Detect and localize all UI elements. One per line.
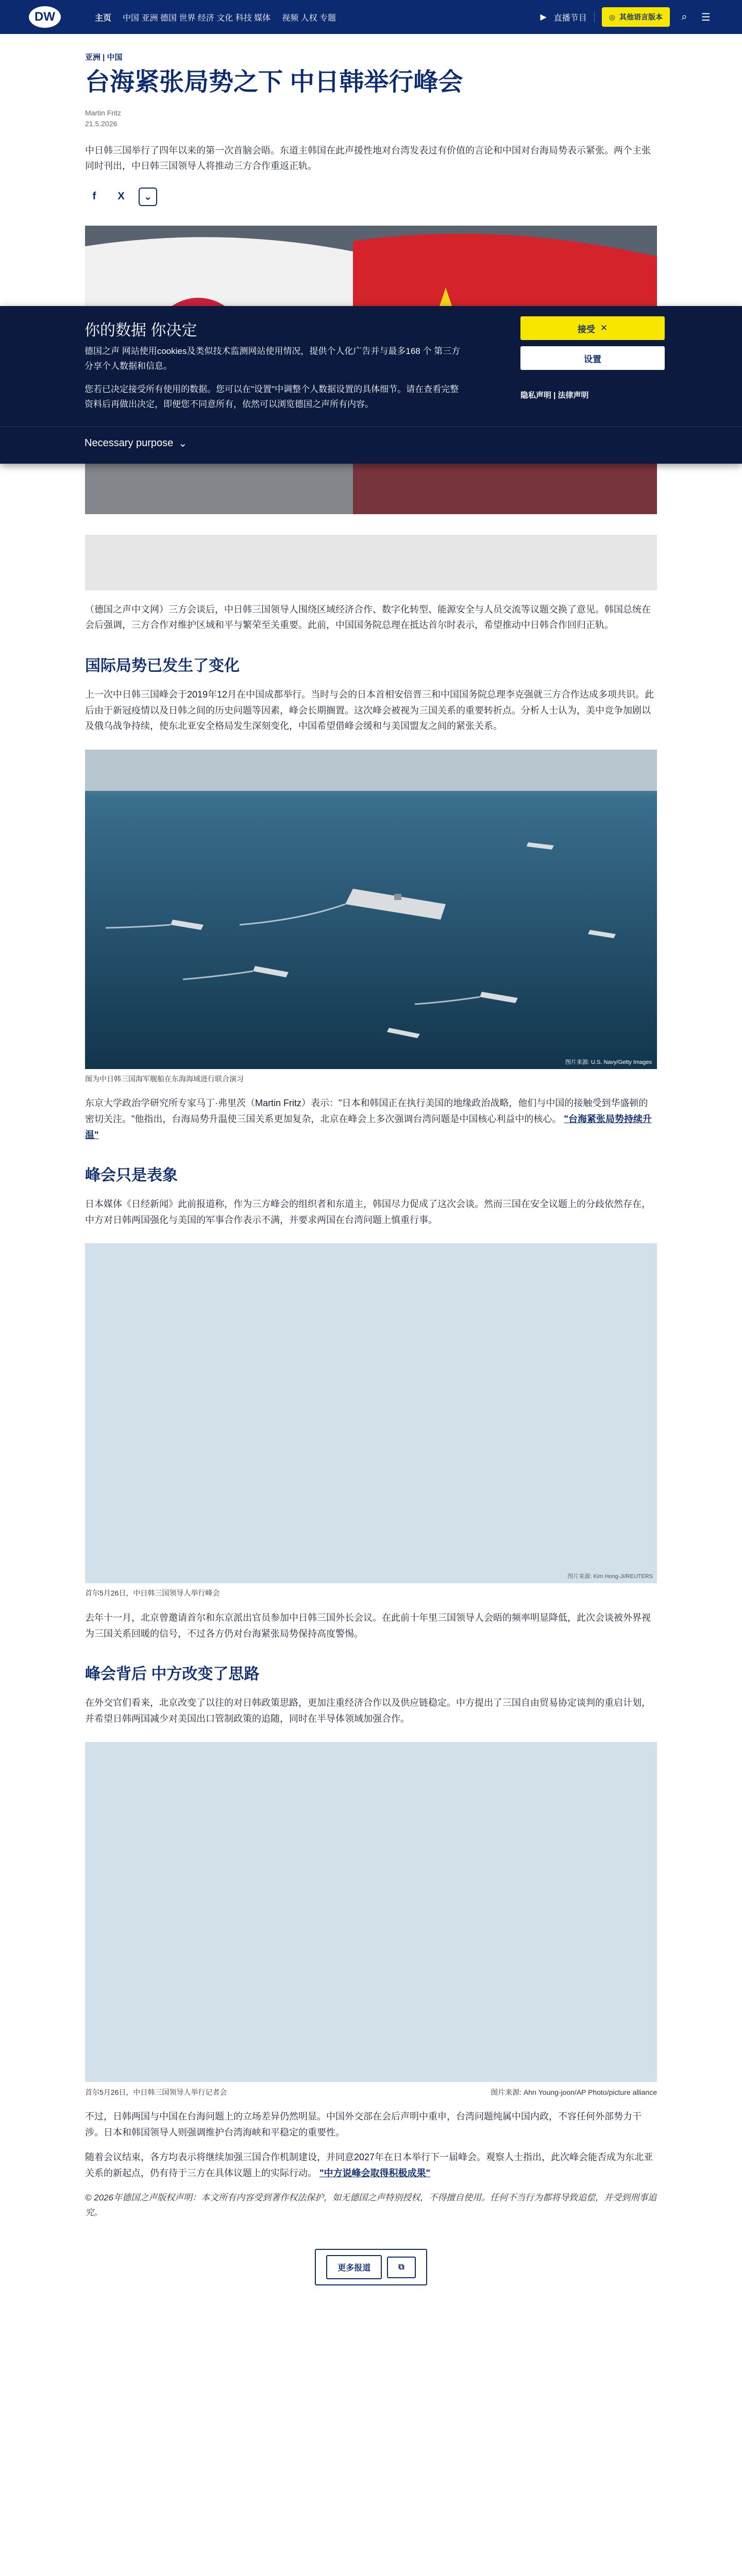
author[interactable]: Martin Fritz <box>85 108 121 117</box>
figure-press <box>85 1742 657 2097</box>
article-lead: 中日韩三国举行了四年以来的第一次首脑会晤。东道主韩国在此声援性地对台湾发表过有价值的言论和中国对台海局势表示紧张。两个主张同时刊出，中日韩三国领导人将推动三方合作重返正轨。 <box>85 145 651 172</box>
necessary-purpose-toggle[interactable]: Necessary purpose ⌄ <box>85 437 188 449</box>
menu-icon[interactable]: ☰ <box>701 11 711 23</box>
facebook-icon[interactable]: f <box>92 191 96 202</box>
subheading: 峰会只是表象 <box>85 1167 178 1184</box>
language-button[interactable]: ◎ 其他语言版本 <box>602 7 670 27</box>
cookie-consent-banner <box>0 306 742 464</box>
search-icon[interactable]: ⌕ <box>681 11 687 23</box>
paragraph: 东京大学政治学研究所专家马丁·弗里茨（Martin Fritz）表示："日本和韩国正在执行美国的地缘政治战略，他们与中国的接触受到华盛顿的密切关注。"他指出，台海局势升温使三国关系更加复杂，北京在峰会上多次强调台湾问题是中国核心利益中的核心。 "台海紧张局势持续升温" <box>85 1098 652 1140</box>
chevron-down-icon: ⌄ <box>178 438 188 449</box>
live-link[interactable]: 直播节目 <box>553 13 587 23</box>
figure-caption: 图为中日韩三国海军舰船在东海海域进行联合演习 <box>85 1074 244 1083</box>
article-meta <box>85 108 657 129</box>
inline-link[interactable]: "台海紧张局势持续升温" <box>85 1113 652 1140</box>
paragraph: 上一次中日韩三国峰会于2019年12月在中国成都举行。当时与会的日本首相安倍晋三和中国国务院总理李克强就三方合作达成多项共识。此后由于新冠疫情以及日韩之间的历史问题等因素，峰会长期搁置。这次峰会被视为三国关系的重要转折点。分析人士认为，美中竞争加剧以及俄乌战争持续，使东北亚安全格局发生深刻变化，中国希望借峰会缓和与美国盟友之间的紧张关系。 <box>85 689 654 732</box>
copyright-note: © 2026年德国之声版权声明：本文所有内容受到著作权法保护，如无德国之声特别授权，不得擅自使用。任何不当行为都将导致追偿，并受到刑事追究。 <box>85 2192 657 2217</box>
paragraph: 日本媒体《日经新闻》此前报道称，作为三方峰会的组织者和东道主，韩国尽力促成了这次会谈。然而三国在安全议题上的分歧依然存在，中方对日韩两国强化与美国的军事合作表示不满，并要求两国在台湾问题上慎重行事。 <box>85 1199 651 1225</box>
share-bar <box>85 188 657 206</box>
paragraph: 不过，日韩两国与中国在台海问题上的立场差异仍然明显。中国外交部在会后声明中重申，台湾问题纯属中国内政，不容任何外部势力干涉。日本和韩国领导人则强调维护台湾海峡和平稳定的重要性。 <box>85 2111 642 2138</box>
top-nav-bar <box>0 0 742 34</box>
paragraph: 在外交官们看来，北京改变了以往的对日韩政策思路，更加注重经济合作以及供应链稳定。中方提出了三国自由贸易协定谈判的重启计划，并希望日韩两国减少对美国出口管制政策的追随，同时在半导体领域加强合作。 <box>85 1698 651 1724</box>
photo-credit: 图片来源: Kim Hong-Ji/REUTERS <box>567 1573 653 1580</box>
date: 21.5.2026 <box>85 119 117 128</box>
nav-item-sections[interactable]: 中国 亚洲 德国 世界 经济 文化 科技 媒体 <box>123 13 271 23</box>
accept-button[interactable]: 接受 ✕ <box>520 316 665 340</box>
chevron-down-icon[interactable]: ⌄ <box>139 188 157 206</box>
cookie-text: 德国之声 网站使用cookies及类似技术监测网站使用情况，提供个人化广告并与最多168 个 第三方分享个人数据和信息。 <box>85 346 461 371</box>
more-reports-button[interactable]: 更多报道 ⧉ <box>315 2249 427 2285</box>
naval-photo <box>85 750 657 1069</box>
figure-caption: 首尔5月26日，中日韩三国领导人举行记者会 <box>85 2088 227 2097</box>
main-nav <box>95 11 540 23</box>
figure-naval <box>85 750 657 1084</box>
subheading: 国际局势已发生了变化 <box>85 657 240 674</box>
paragraph: （德国之声中文网）三方会谈后，中日韩三国领导人围绕区域经济合作、数字化转型、能源安全与人员交流等议题交换了意见。韩国总统在会后强调，三方合作对维护区域和平与繁荣至关重要。此前，中国国务院总理在抵达首尔时表示，希望推动中日韩合作回归正轨。 <box>85 604 651 631</box>
figure-caption: 首尔5月26日，中日韩三国领导人举行峰会 <box>85 1589 220 1598</box>
image-placeholder <box>85 1243 657 1583</box>
x-icon[interactable]: X <box>117 191 125 202</box>
nav-item-home[interactable]: 主页 <box>95 13 112 23</box>
copy-icon: ⧉ <box>387 2257 415 2278</box>
breadcrumb[interactable]: 亚洲 | 中国 <box>85 53 123 62</box>
privacy-links[interactable]: 隐私声明 | 法律声明 <box>520 391 589 400</box>
settings-button[interactable]: 设置 <box>520 346 665 370</box>
paragraph: 去年十一月，北京曾邀请首尔和东京派出官员参加中日韩三国外长会议。在此前十年里三国领导人会晤的频率明显降低，此次会谈被外界视为三国关系回暖的信号，不过各方仍对台海紧张局势保持高度警惕。 <box>85 1612 651 1639</box>
globe-icon: ◎ <box>609 12 615 21</box>
subheading: 峰会背后 中方改变了思路 <box>85 1666 260 1683</box>
close-icon: ✕ <box>600 323 608 333</box>
figure-summit <box>85 1243 657 1599</box>
nav-item-more[interactable]: 视频 人权 专题 <box>282 13 336 23</box>
image-placeholder <box>85 1742 657 2082</box>
header-right <box>540 7 713 27</box>
dw-logo[interactable]: DW <box>29 6 61 28</box>
page-title: 台海紧张局势之下 中日韩举行峰会 <box>85 69 463 96</box>
naval-illustration <box>85 750 657 1069</box>
divider <box>594 11 595 23</box>
cookie-text: 您若已决定接受所有使用的数据。您可以在"设置"中调整个人数据设置的具体细节。请在查看完整资料后再做出决定，即便您不同意所有，依然可以浏览德国之声所有内容。 <box>85 384 459 409</box>
ad-placeholder <box>85 535 657 590</box>
inline-link[interactable]: "中方说峰会取得积极成果" <box>319 2168 431 2179</box>
cookie-title: 你的数据 你决定 <box>85 322 197 339</box>
photo-credit: 图片来源: Ahn Young-joon/AP Photo/picture alliance <box>491 2088 657 2097</box>
paragraph: 随着会议结束，各方均表示将继续加强三国合作机制建设，并同意2027年在日本举行下一届峰会。观察人士指出，此次峰会能否成为东北亚关系的新起点，仍有待于三方在具体议题上的实际行动。 "中方说峰会取得积极成果" <box>85 2152 653 2179</box>
photo-credit: 图片来源: U.S. Navy/Getty Images <box>565 1059 652 1065</box>
play-icon[interactable]: ▶ <box>540 13 547 22</box>
